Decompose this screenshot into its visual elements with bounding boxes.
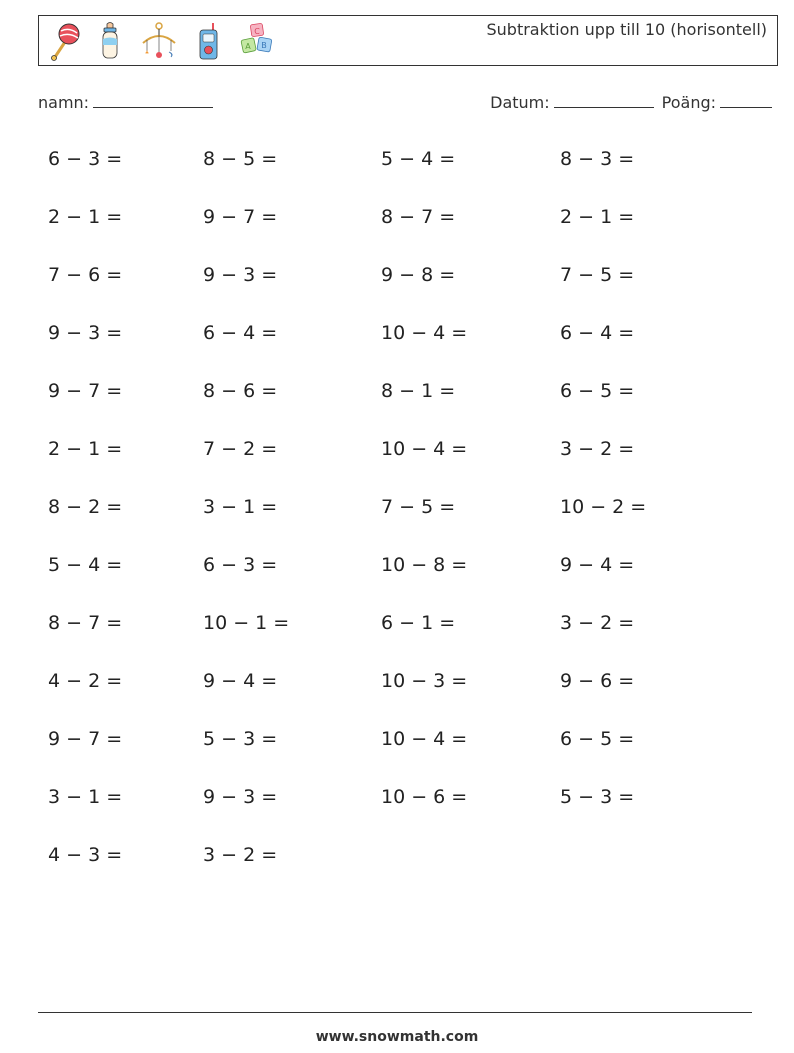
problem-item: 8 − 3 = [560,148,635,170]
problem-item: 7 − 5 = [560,264,635,286]
problem-item: 9 − 3 = [203,264,278,286]
problem-item: 10 − 4 = [381,438,468,460]
problem-item: 6 − 5 = [560,380,635,402]
problem-item: 3 − 2 = [560,612,635,634]
problem-item: 9 − 3 = [48,322,123,344]
problem-item: 5 − 3 = [203,728,278,750]
problem-item: 10 − 4 = [381,322,468,344]
problem-item: 5 − 4 = [381,148,456,170]
problem-item: 8 − 7 = [48,612,123,634]
problem-item: 9 − 7 = [48,728,123,750]
name-field [38,93,213,112]
problem-item: 4 − 3 = [48,844,123,866]
name-blank[interactable] [93,93,213,108]
problem-item: 3 − 2 = [560,438,635,460]
problem-item: 10 − 8 = [381,554,468,576]
problem-item: 9 − 7 = [48,380,123,402]
problem-item: 9 − 3 = [203,786,278,808]
score-blank[interactable] [720,93,772,108]
baby-monitor-icon [191,21,225,61]
date-score-fields [490,93,772,112]
problem-item: 8 − 2 = [48,496,123,518]
header-box [38,15,778,66]
problem-item: 9 − 4 = [203,670,278,692]
problem-item: 8 − 5 = [203,148,278,170]
problem-item: 2 − 1 = [48,438,123,460]
abc-blocks-icon [237,21,277,61]
baby-bottle-icon [93,21,127,61]
problem-item: 10 − 6 = [381,786,468,808]
problem-item: 10 − 4 = [381,728,468,750]
problem-item: 9 − 6 = [560,670,635,692]
problem-item: 5 − 3 = [560,786,635,808]
problem-item: 9 − 4 = [560,554,635,576]
block-letter-c: C [254,27,260,36]
meta-row [38,93,772,117]
problem-item: 6 − 1 = [381,612,456,634]
problem-item: 8 − 1 = [381,380,456,402]
problem-item: 6 − 3 = [203,554,278,576]
problem-item: 10 − 3 = [381,670,468,692]
score-label: Poäng: [661,93,716,112]
baby-mobile-icon [139,21,179,61]
icon-strip [47,21,277,61]
problem-item: 3 − 2 = [203,844,278,866]
problem-item: 7 − 6 = [48,264,123,286]
block-letter-b: B [261,41,267,50]
problem-item: 3 − 1 = [48,786,123,808]
footer-divider [38,1012,752,1013]
worksheet-title: Subtraktion upp till 10 (horisontell) [486,20,767,39]
problem-item: 3 − 1 = [203,496,278,518]
problem-item: 10 − 2 = [560,496,647,518]
rattle-icon [47,21,81,61]
problem-item: 7 − 5 = [381,496,456,518]
problem-item: 6 − 3 = [48,148,123,170]
problem-item: 7 − 2 = [203,438,278,460]
problem-item: 8 − 6 = [203,380,278,402]
problem-item: 6 − 4 = [203,322,278,344]
problem-item: 8 − 7 = [381,206,456,228]
problem-item: 5 − 4 = [48,554,123,576]
date-blank[interactable] [554,93,654,108]
footer-url: www.snowmath.com [315,1029,479,1045]
problem-item: 6 − 5 = [560,728,635,750]
problem-item: 2 − 1 = [560,206,635,228]
problem-item: 9 − 8 = [381,264,456,286]
date-label: Datum: [490,93,550,112]
problem-item: 6 − 4 = [560,322,635,344]
name-label: namn: [38,93,90,112]
problem-item: 2 − 1 = [48,206,123,228]
problem-item: 10 − 1 = [203,612,290,634]
block-letter-a: A [245,42,251,51]
problem-item: 4 − 2 = [48,670,123,692]
problem-item: 9 − 7 = [203,206,278,228]
